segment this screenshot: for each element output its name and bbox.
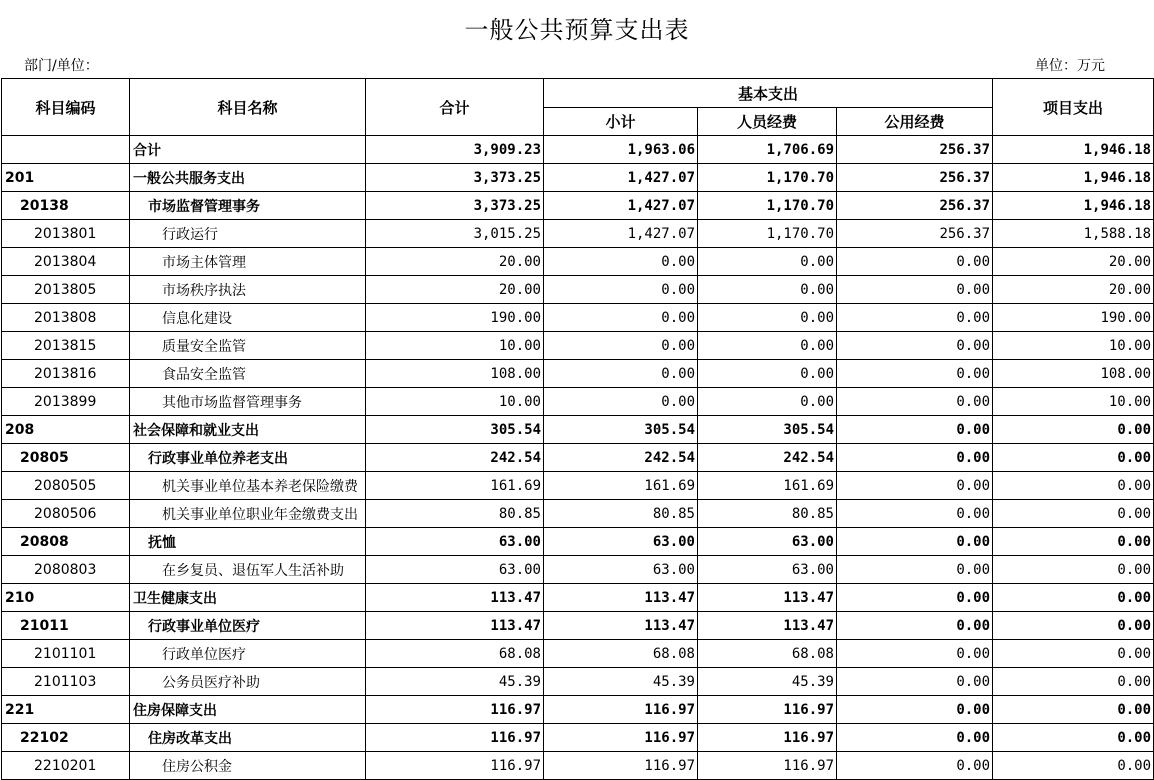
cell-code: 2013804 [2,248,130,276]
cell-code: 2101101 [2,640,130,668]
cell-project: 10.00 [993,332,1154,360]
cell-subtotal: 116.97 [544,724,698,752]
table-row [2,752,1154,780]
cell-subtotal: 1,427.07 [544,220,698,248]
cell-total: 80.85 [366,500,544,528]
cell-code: 20805 [2,444,130,472]
cell-name: 市场主体管理 [130,248,366,276]
cell-name: 行政事业单位医疗 [130,612,366,640]
cell-name: 机关事业单位基本养老保险缴费 [130,472,366,500]
cell-personnel: 0.00 [698,304,837,332]
cell-code: 2080505 [2,472,130,500]
cell-total: 10.00 [366,332,544,360]
cell-personnel: 116.97 [698,724,837,752]
cell-total: 116.97 [366,696,544,724]
cell-project: 0.00 [993,584,1154,612]
cell-total: 3,373.25 [366,192,544,220]
cell-project: 1,946.18 [993,136,1154,164]
header-project: 项目支出 [993,79,1154,136]
cell-public: 0.00 [837,668,993,696]
table-row [2,500,1154,528]
budget-table [1,78,1154,780]
table-row [2,332,1154,360]
cell-name: 行政单位医疗 [130,640,366,668]
cell-total: 113.47 [366,612,544,640]
cell-personnel: 305.54 [698,416,837,444]
cell-subtotal: 1,963.06 [544,136,698,164]
cell-code: 2080803 [2,556,130,584]
table-row [2,276,1154,304]
cell-total: 161.69 [366,472,544,500]
cell-total: 305.54 [366,416,544,444]
cell-name: 机关事业单位职业年金缴费支出 [130,500,366,528]
cell-project: 0.00 [993,472,1154,500]
table-row [2,416,1154,444]
table-row [2,696,1154,724]
cell-total: 108.00 [366,360,544,388]
cell-project: 0.00 [993,752,1154,780]
cell-subtotal: 80.85 [544,500,698,528]
cell-personnel: 63.00 [698,528,837,556]
cell-name: 食品安全监管 [130,360,366,388]
cell-project: 10.00 [993,388,1154,416]
cell-code: 2101103 [2,668,130,696]
cell-personnel: 0.00 [698,276,837,304]
cell-project: 1,946.18 [993,164,1154,192]
cell-personnel: 68.08 [698,640,837,668]
cell-public: 256.37 [837,136,993,164]
cell-name: 行政事业单位养老支出 [130,444,366,472]
header-code: 科目编码 [2,79,130,136]
cell-name: 信息化建设 [130,304,366,332]
cell-project: 108.00 [993,360,1154,388]
cell-public: 0.00 [837,500,993,528]
cell-name: 合计 [130,136,366,164]
cell-subtotal: 116.97 [544,696,698,724]
cell-public: 256.37 [837,220,993,248]
cell-project: 1,588.18 [993,220,1154,248]
cell-personnel: 0.00 [698,360,837,388]
table-row [2,528,1154,556]
cell-personnel: 1,170.70 [698,192,837,220]
cell-code: 20808 [2,528,130,556]
table-header [2,79,1154,136]
cell-total: 116.97 [366,724,544,752]
cell-public: 0.00 [837,360,993,388]
cell-subtotal: 63.00 [544,556,698,584]
cell-personnel: 63.00 [698,556,837,584]
cell-code: 2013801 [2,220,130,248]
cell-public: 256.37 [837,192,993,220]
table-row [2,724,1154,752]
cell-subtotal: 242.54 [544,444,698,472]
table-row [2,388,1154,416]
cell-subtotal: 0.00 [544,360,698,388]
cell-subtotal: 68.08 [544,640,698,668]
cell-code: 208 [2,416,130,444]
cell-code: 2013899 [2,388,130,416]
cell-subtotal: 1,427.07 [544,192,698,220]
cell-code: 21011 [2,612,130,640]
cell-total: 3,015.25 [366,220,544,248]
cell-total: 45.39 [366,668,544,696]
cell-total: 242.54 [366,444,544,472]
cell-public: 0.00 [837,444,993,472]
cell-public: 0.00 [837,472,993,500]
cell-project: 0.00 [993,612,1154,640]
cell-name: 质量安全监管 [130,332,366,360]
cell-personnel: 1,170.70 [698,220,837,248]
cell-personnel: 116.97 [698,752,837,780]
table-row [2,668,1154,696]
cell-public: 0.00 [837,696,993,724]
unit-label: 单位：万元 [1035,58,1105,74]
cell-name: 在乡复员、退伍军人生活补助 [130,556,366,584]
table-row [2,164,1154,192]
cell-project: 20.00 [993,276,1154,304]
cell-personnel: 242.54 [698,444,837,472]
table-row [2,248,1154,276]
cell-project: 20.00 [993,248,1154,276]
cell-personnel: 1,706.69 [698,136,837,164]
cell-name: 其他市场监督管理事务 [130,388,366,416]
cell-code: 20138 [2,192,130,220]
table-row [2,136,1154,164]
cell-total: 116.97 [366,752,544,780]
cell-name: 市场秩序执法 [130,276,366,304]
cell-subtotal: 116.97 [544,752,698,780]
cell-subtotal: 161.69 [544,472,698,500]
table-row [2,556,1154,584]
cell-name: 住房保障支出 [130,696,366,724]
cell-project: 0.00 [993,528,1154,556]
cell-personnel: 45.39 [698,668,837,696]
table-row [2,584,1154,612]
cell-personnel: 0.00 [698,388,837,416]
table-row [2,444,1154,472]
cell-code [2,136,130,164]
table-row [2,472,1154,500]
header-personnel: 人员经费 [698,108,837,136]
cell-name: 抚恤 [130,528,366,556]
header-total: 合计 [366,79,544,136]
cell-personnel: 116.97 [698,696,837,724]
cell-subtotal: 0.00 [544,332,698,360]
cell-public: 0.00 [837,416,993,444]
cell-public: 0.00 [837,640,993,668]
cell-total: 63.00 [366,528,544,556]
cell-public: 0.00 [837,752,993,780]
table-row [2,192,1154,220]
header-public: 公用经费 [837,108,993,136]
header-subtotal: 小计 [544,108,698,136]
cell-total: 3,909.23 [366,136,544,164]
cell-personnel: 1,170.70 [698,164,837,192]
cell-public: 0.00 [837,248,993,276]
cell-name: 行政运行 [130,220,366,248]
cell-subtotal: 0.00 [544,248,698,276]
table-row [2,640,1154,668]
cell-subtotal: 63.00 [544,528,698,556]
cell-name: 住房公积金 [130,752,366,780]
cell-subtotal: 0.00 [544,304,698,332]
cell-public: 0.00 [837,332,993,360]
cell-public: 0.00 [837,556,993,584]
cell-personnel: 161.69 [698,472,837,500]
cell-subtotal: 0.00 [544,276,698,304]
cell-public: 256.37 [837,164,993,192]
cell-total: 190.00 [366,304,544,332]
cell-public: 0.00 [837,304,993,332]
cell-code: 210 [2,584,130,612]
cell-project: 0.00 [993,696,1154,724]
cell-public: 0.00 [837,388,993,416]
table-row [2,304,1154,332]
header-basic: 基本支出 [544,79,993,108]
cell-project: 0.00 [993,724,1154,752]
table-row [2,360,1154,388]
cell-project: 0.00 [993,444,1154,472]
cell-total: 20.00 [366,276,544,304]
cell-public: 0.00 [837,584,993,612]
cell-name: 住房改革支出 [130,724,366,752]
department-label: 部门/单位： [24,58,99,74]
cell-personnel: 113.47 [698,612,837,640]
cell-project: 0.00 [993,556,1154,584]
header-name: 科目名称 [130,79,366,136]
cell-subtotal: 305.54 [544,416,698,444]
cell-subtotal: 1,427.07 [544,164,698,192]
cell-project: 190.00 [993,304,1154,332]
cell-project: 0.00 [993,640,1154,668]
cell-code: 2013815 [2,332,130,360]
cell-project: 0.00 [993,500,1154,528]
cell-total: 10.00 [366,388,544,416]
cell-project: 0.00 [993,668,1154,696]
table-row [2,220,1154,248]
cell-code: 2013805 [2,276,130,304]
cell-subtotal: 45.39 [544,668,698,696]
cell-code: 221 [2,696,130,724]
cell-subtotal: 0.00 [544,388,698,416]
cell-total: 20.00 [366,248,544,276]
cell-total: 113.47 [366,584,544,612]
cell-name: 公务员医疗补助 [130,668,366,696]
cell-personnel: 113.47 [698,584,837,612]
cell-public: 0.00 [837,724,993,752]
cell-code: 2013816 [2,360,130,388]
cell-name: 市场监督管理事务 [130,192,366,220]
cell-name: 一般公共服务支出 [130,164,366,192]
cell-code: 2210201 [2,752,130,780]
cell-personnel: 80.85 [698,500,837,528]
cell-public: 0.00 [837,612,993,640]
cell-subtotal: 113.47 [544,612,698,640]
cell-code: 22102 [2,724,130,752]
cell-code: 2013808 [2,304,130,332]
cell-public: 0.00 [837,276,993,304]
cell-total: 68.08 [366,640,544,668]
cell-public: 0.00 [837,528,993,556]
table-body [2,136,1154,780]
cell-name: 社会保障和就业支出 [130,416,366,444]
cell-code: 201 [2,164,130,192]
cell-name: 卫生健康支出 [130,584,366,612]
cell-project: 0.00 [993,416,1154,444]
cell-project: 1,946.18 [993,192,1154,220]
cell-personnel: 0.00 [698,332,837,360]
cell-subtotal: 113.47 [544,584,698,612]
cell-total: 3,373.25 [366,164,544,192]
cell-code: 2080506 [2,500,130,528]
cell-personnel: 0.00 [698,248,837,276]
table-row [2,612,1154,640]
page-title: 一般公共预算支出表 [464,16,690,44]
cell-total: 63.00 [366,556,544,584]
